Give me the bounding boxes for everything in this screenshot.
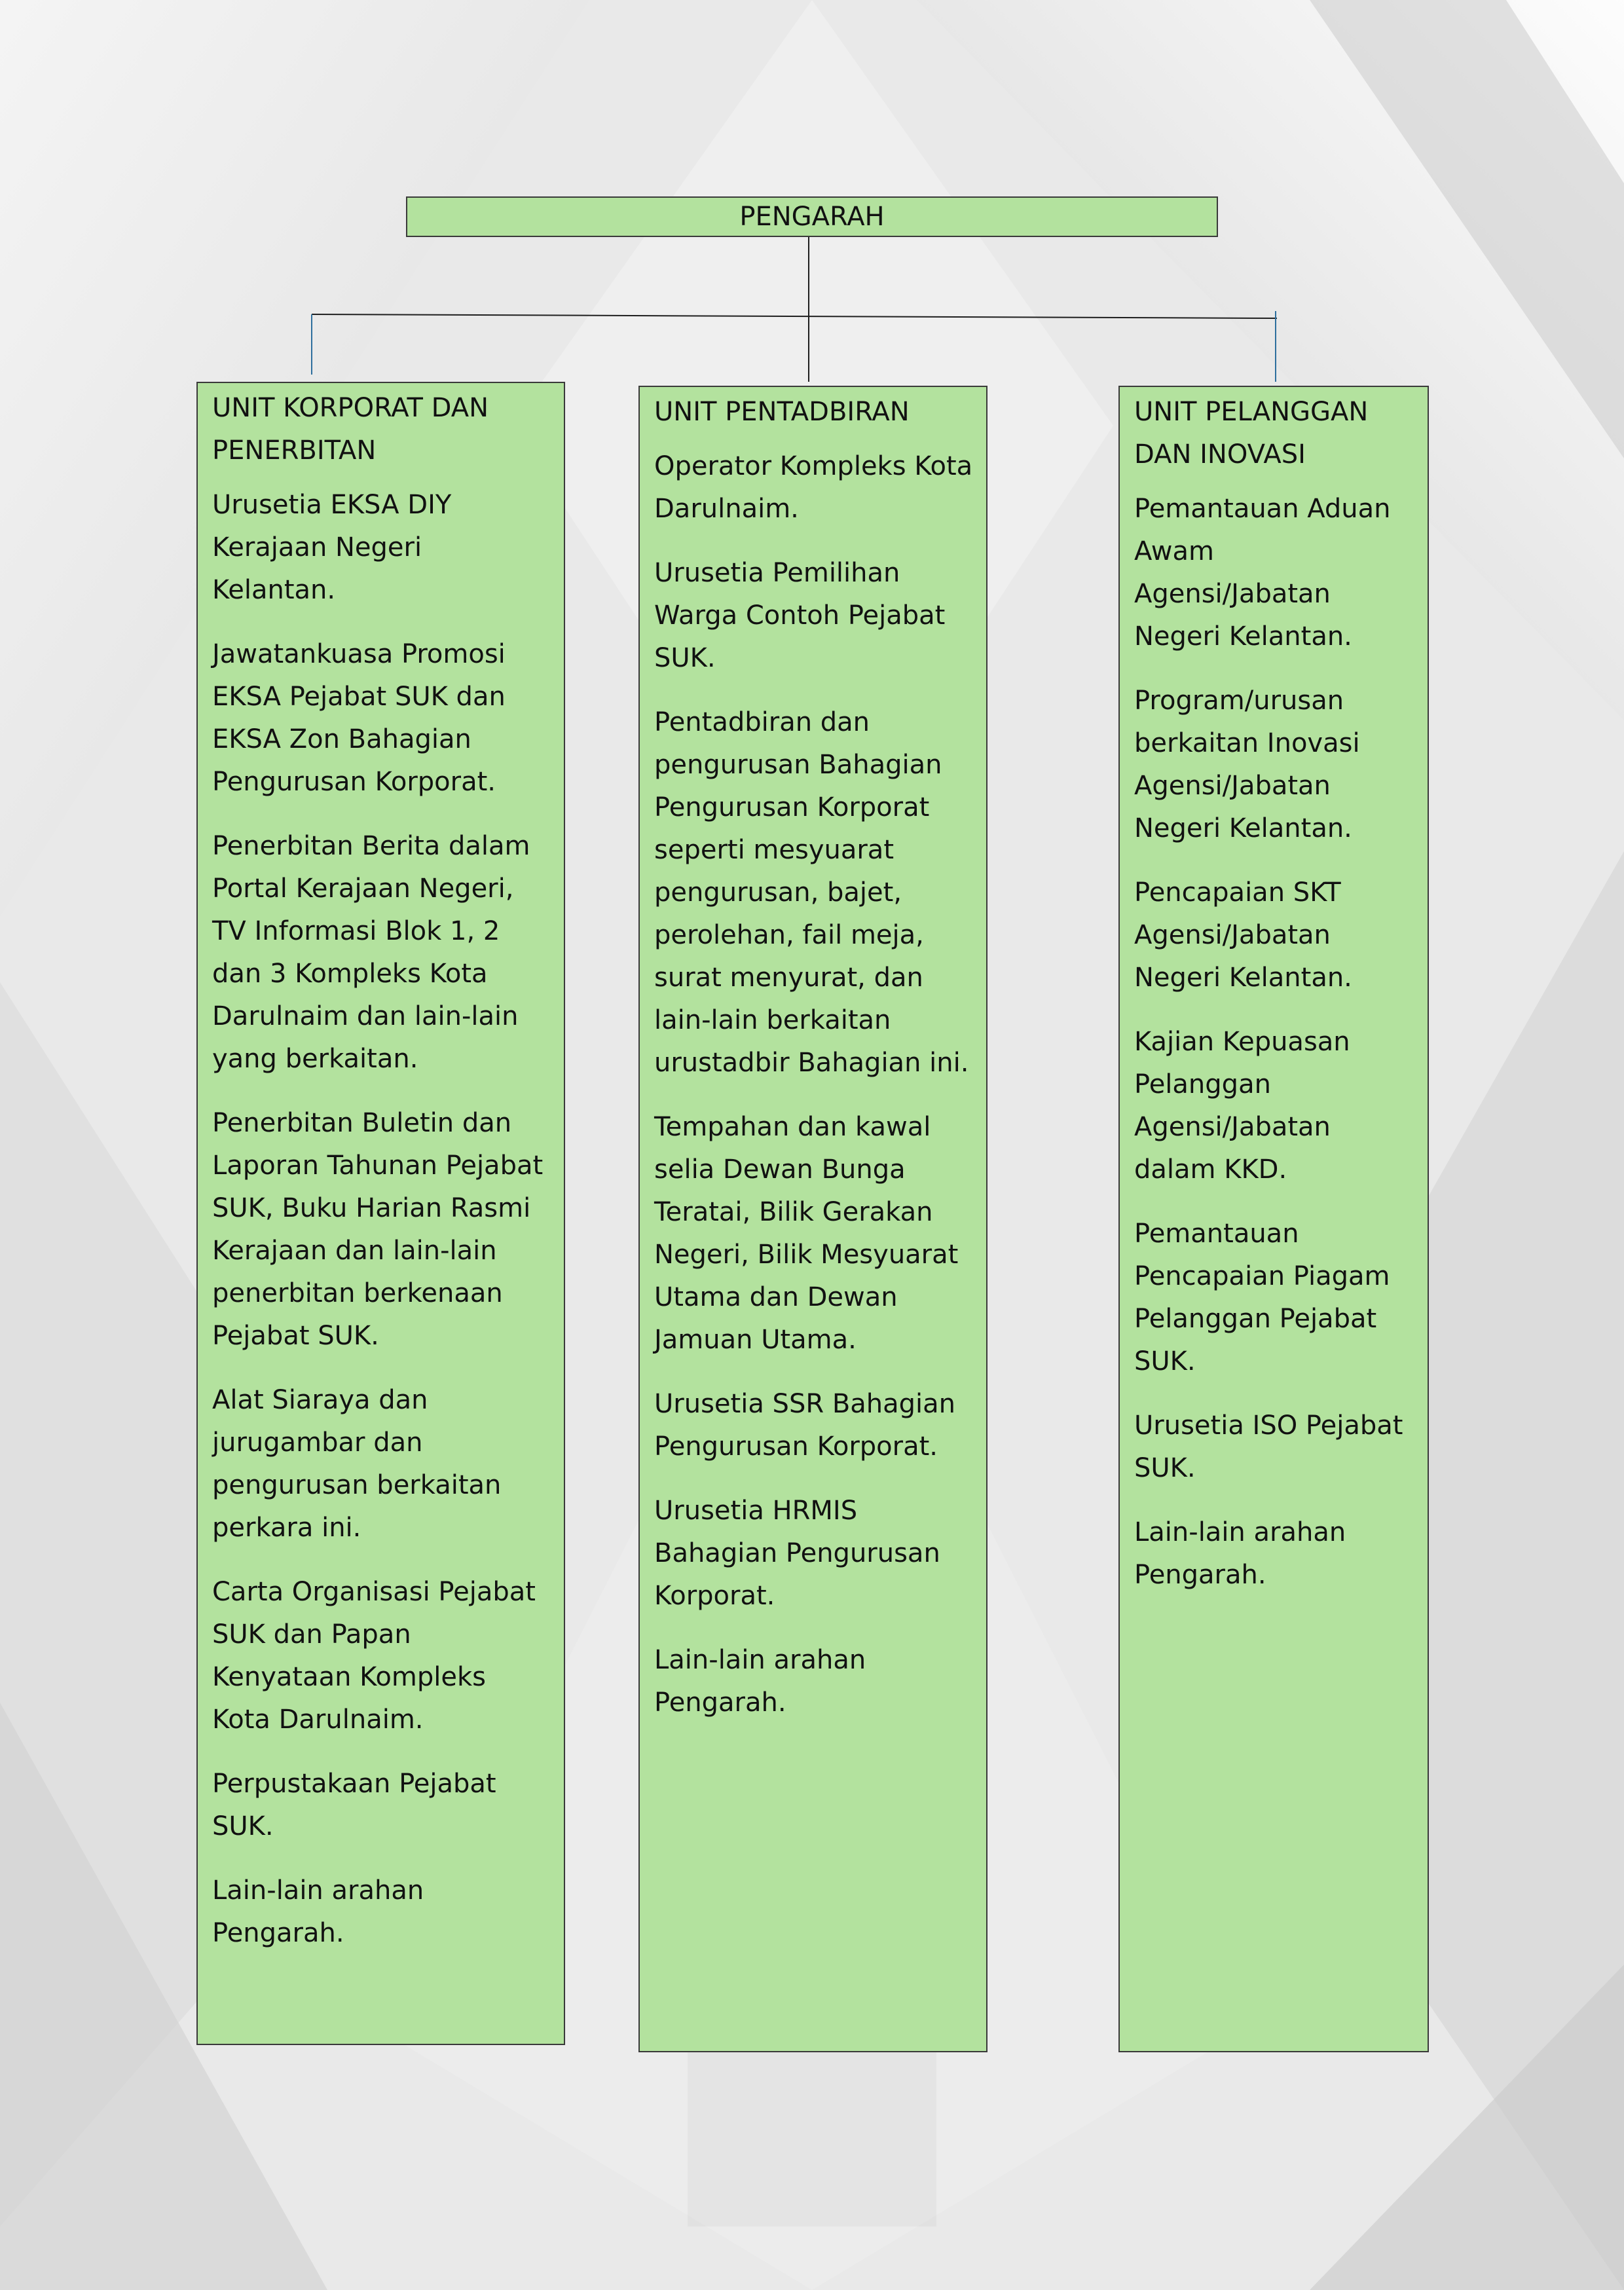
unit-duty-item: Tempahan dan kawal selia Dewan Bunga Teratai, Bilik Gerakan Negeri, Bilik Mesyuarat Utama dan Dewan Jamuan Utama. — [654, 1112, 959, 1355]
unit-duty-item: Pemantauan Aduan Awam Agensi/Jabatan Negeri Kelantan. — [1134, 494, 1391, 652]
unit-node-pelanggan-inovasi — [1118, 386, 1429, 2052]
unit-duty-item: Carta Organisasi Pejabat SUK dan Papan Kenyataan Kompleks Kota Darulnaim. — [212, 1577, 536, 1735]
unit-duty-item: Urusetia ISO Pejabat SUK. — [1134, 1411, 1403, 1483]
unit-duty-item: Lain-lain arahan Pengarah. — [654, 1645, 866, 1718]
unit-title: UNIT PENTADBIRAN — [654, 397, 910, 427]
unit-title: UNIT KORPORAT DAN PENERBITAN — [212, 393, 489, 466]
unit-duty-item: Urusetia SSR Bahagian Pengurusan Korporat. — [654, 1389, 956, 1462]
unit-duty-item: Urusetia HRMIS Bahagian Pengurusan Korporat. — [654, 1496, 940, 1611]
unit-duty-item: Urusetia EKSA DIY Kerajaan Negeri Kelantan. — [212, 490, 452, 605]
unit-duty-item: Alat Siaraya dan jurugambar dan pengurusan berkaitan perkara ini. — [212, 1385, 502, 1543]
unit-duty-item: Lain-lain arahan Pengarah. — [1134, 1517, 1346, 1590]
unit-duty-item: Jawatankuasa Promosi EKSA Pejabat SUK dan EKSA Zon Bahagian Pengurusan Korporat. — [212, 639, 506, 797]
unit-duty-item: Penerbitan Buletin dan Laporan Tahunan Pejabat SUK, Buku Harian Rasmi Kerajaan dan lain-lain penerbitan berkenaan Pejabat SUK. — [212, 1108, 544, 1351]
unit-duty-item: Penerbitan Berita dalam Portal Kerajaan Negeri, TV Informasi Blok 1, 2 dan 3 Kompleks Kota Darulnaim dan lain-lain yang berkaitan. — [212, 831, 530, 1074]
unit-title: UNIT PELANGGAN DAN INOVASI — [1134, 397, 1369, 470]
unit-duty-item: Urusetia Pemilihan Warga Contoh Pejabat SUK. — [654, 558, 946, 673]
unit-duty-item: Kajian Kepuasan Pelanggan Agensi/Jabatan dalam KKD. — [1134, 1027, 1350, 1185]
unit-node-korporat-penerbitan — [196, 382, 565, 2045]
unit-duty-item: Pemantauan Pencapaian Piagam Pelanggan Pejabat SUK. — [1134, 1219, 1390, 1376]
root-node-title: PENGARAH — [739, 202, 885, 232]
unit-duty-item: Lain-lain arahan Pengarah. — [212, 1875, 424, 1948]
unit-duty-item: Pencapaian SKT Agensi/Jabatan Negeri Kelantan. — [1134, 877, 1352, 993]
unit-node-pentadbiran — [638, 386, 987, 2052]
unit-duty-item: Perpustakaan Pejabat SUK. — [212, 1769, 496, 1841]
root-node-pengarah — [406, 196, 1218, 237]
unit-duty-item: Program/urusan berkaitan Inovasi Agensi/Jabatan Negeri Kelantan. — [1134, 686, 1360, 843]
unit-duty-item: Operator Kompleks Kota Darulnaim. — [654, 451, 973, 524]
unit-duty-item: Pentadbiran dan pengurusan Bahagian Pengurusan Korporat seperti mesyuarat pengurusan, bajet, perolehan, fail meja, surat menyurat, dan lain-lain berkaitan urustadbir Bahagian ini. — [654, 707, 969, 1078]
